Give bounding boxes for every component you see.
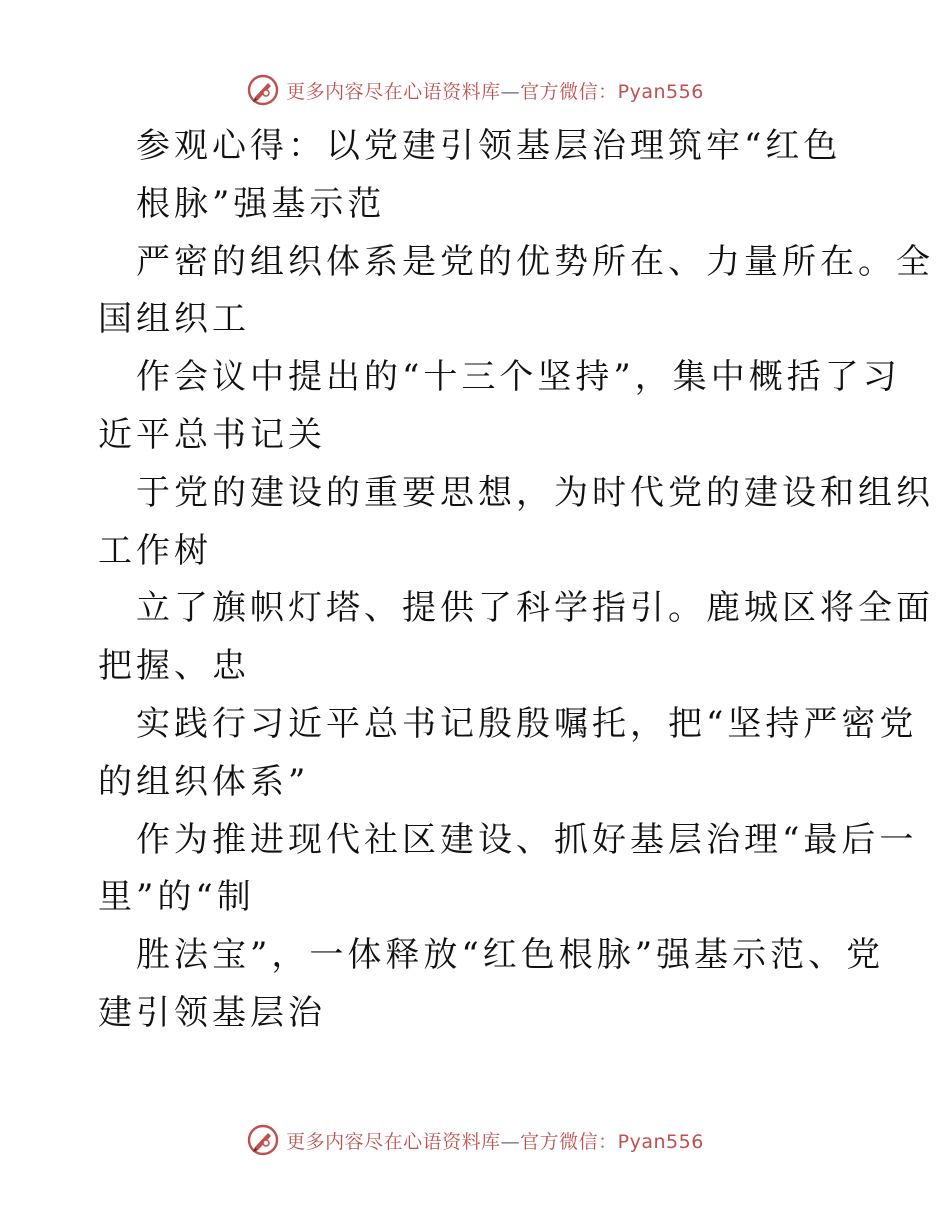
wechat-id: 官方微信：Pyan556: [520, 80, 704, 103]
text-line: 工作树: [98, 530, 212, 571]
text-line: 作为推进现代社区建设、抓好基层治理“最后一: [136, 819, 918, 860]
text-line: 于党的建设的重要思想，为时代党的建设和组织: [136, 472, 934, 513]
text-line: 把握、忠: [98, 646, 250, 687]
document-body: [98, 118, 934, 1043]
text-line: 国组织工: [98, 299, 250, 340]
text-line: 建引领基层治: [98, 992, 326, 1033]
wechat-id: 官方微信：Pyan556: [520, 1130, 704, 1153]
text-line: 里”的“制: [98, 877, 255, 918]
site-name: 更多内容尽在心语资料库: [286, 80, 501, 103]
text-line: 严密的组织体系是党的优势所在、力量所在。全: [136, 241, 934, 282]
pen-logo-icon: [246, 73, 280, 107]
banner-separator: —: [500, 80, 521, 103]
text-line: 的组织体系”: [98, 761, 310, 802]
text-line: 作会议中提出的“十三个坚持”，集中概括了习: [136, 357, 901, 398]
text-line: 实践行习近平总书记殷殷嘱托，把“坚持严密党: [136, 703, 918, 744]
banner-text: [286, 77, 704, 104]
text-line: 参观心得：以党建引领基层治理筑牢“红色: [136, 126, 842, 166]
text-line: 胜法宝”，一体释放“红色根脉”强基示范、党: [136, 935, 885, 976]
banner-text: [286, 1127, 704, 1154]
site-name: 更多内容尽在心语资料库: [286, 1130, 501, 1153]
header-banner: [0, 70, 950, 110]
banner-separator: —: [500, 1130, 521, 1153]
pen-logo-icon: [246, 1123, 280, 1157]
text-line: 立了旗帜灯塔、提供了科学指引。鹿城区将全面: [136, 588, 934, 629]
text-line: 根脉”强基示范: [136, 183, 386, 224]
footer-banner: [0, 1120, 950, 1160]
text-line: 近平总书记关: [98, 414, 326, 455]
